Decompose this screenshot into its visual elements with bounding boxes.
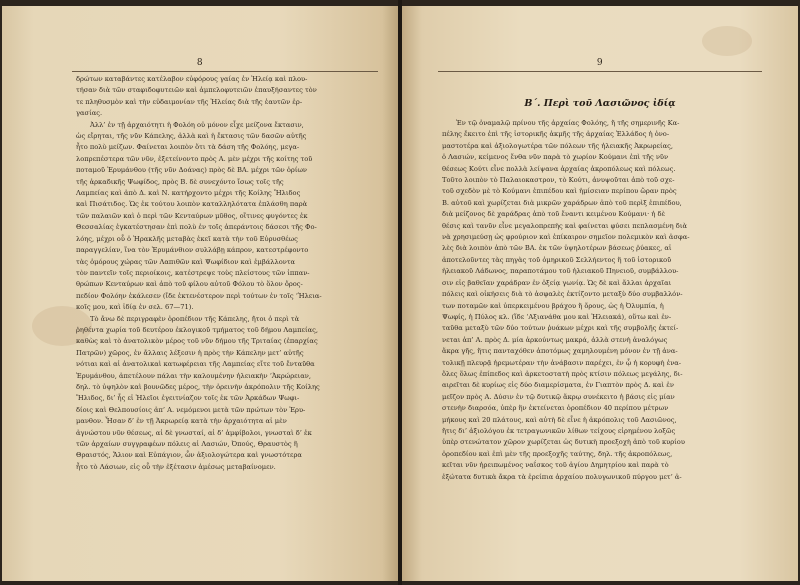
text-line: αιρεῖται δὲ κυρίως εἰς δύο διαμερίσματα, ἐν Γιαπτὸν πρὸς Δ. καὶ ἐν [442,381,674,390]
text-line: Θεσσαλίας ἐγκατέστησαν ἐπὶ πολὺ ἐν τοῖς ἀπεράντοις δάσεσι τῆς Φο- [76,223,317,232]
text-line: στενὴν διαρσόα, ὑπὲρ ἣν ἐκτείνεται ὀροπέδιον 40 περίπου μέτρων [442,404,669,413]
text-line: ὑπὲρ στενώτατον χῶρον χωρίζεται ὡς δυτικὴ προεξοχὴ ἀπὸ τοῦ κυρίου [442,438,685,447]
text-line: σιν εἰς βαθεῖαν χαράδραν ἐν ὀξείᾳ γωνίᾳ. Ὡς δὲ καὶ ἄλλαι ἀρχαῖαι [442,278,672,287]
text-line: Ἐν τῷ ὀναμαλῷ πρίνου τῆς ἀρχαίας Φολόης, ἤ τῆς σημερινῆς Κα- [456,119,680,127]
text-line: ὡς εἴρηται, τῆς νῦν Κάπελης, ἀλλὰ καὶ ἡ ἔκτασις τῶν δασῶν αὐτῆς [76,132,307,141]
page-body [76,74,376,473]
text-line: τῶν ἀρχαίων συγγραφέων πόλεις αἱ Λασιών, Ὀπούς, Θραυστὸς ἢ [76,440,298,448]
text-line: δίοις καὶ Θελπουσίοις ἀπ’ Α. νεμόμενοι μετὰ τῶν πρώτων τὸν Ἐρυ- [76,405,306,414]
text-line: λὲς διὰ λοιπὸν ἀπὸ τῶν ΒΑ. ἐκ τῶν ὑψηλοτέρων βάσεως ῥύακες, αἱ [442,244,672,253]
text-line: θρώπων Κενταύρων καὶ ἀπὸ τοῦ φίλου αὐτοῦ Φόλου τὸ ὅλον ὄρος- [76,280,303,289]
text-line: λοπρεπέστερα τῶν νῦν, ἐξετείνοντο πρὸς Α. μὲν μέχρι τῆς κοίτης τοῦ [76,154,313,163]
text-line: ποταμοῦ Ἐρυμάνθου (τῆς νῦν Δοάνας) πρὸς δὲ ΒΑ. μέχρι τῶν ὁρίων [76,166,307,175]
text-line: Τοῦτο λοιπὸν τὸ Παλαιοκαστρον, τὸ Κούτι, ἀνυψοῦται ἀπὸ τοῦ σχε- [442,176,675,185]
text-line: μανθον. Ἦσαν δ’ ἐν τῇ Ἀκρωρείᾳ κατὰ τὴν ἀρχαιότητα αἱ μὲν [76,417,287,426]
page-body [442,118,760,483]
paper-stain [702,26,752,56]
text-line: τολικῇ πλευρᾷ ἠρεμωτέραν τὴν ἀνάβασιν παρέχει, ἐν ᾧ ἡ κορυφὴ ἐνα- [442,358,682,367]
text-line: μεῖζον πρὸς Α. Δύσιν ἐν τῷ δυτικῷ ἄκρῳ συνέκειτο ἡ βάσις εἰς μίαν [442,392,675,401]
text-line: κοῖς μου, καὶ ἰδίᾳ ἐν σελ. 67—71). [76,303,194,312]
left-page [2,6,398,581]
text-line: ἀγνώστου νῦν θέσεως, αἱ δὲ γνωσταί, αἱ δ’ ἀμφίβολοι, γνωσταὶ δ’ ἐκ [76,428,312,437]
text-line: παραγγελίαν, ἵνα τὸν Ἐρυμάνθιον συλλάβῃ κάπρον, κατεστρέφοντο [76,246,309,255]
text-line: καὶ Πισάτιδος. Ὡς ἐκ τούτου λοιπὸν καταλληλότατα ἐπλάσθη παρὰ [76,200,308,209]
header-rule [438,71,762,72]
text-line: ὀροπεδίου καὶ ἐπὶ μὲν τῆς προεξοχῆς ταύτης, δηλ. τῆς ἀκροπόλεως, [442,449,673,458]
text-line: νότιαι καὶ αἱ ἀνατολικαὶ κατωφέρειαι τῆς Λαμπείας εἴτε τοῦ ἔνταῦθα [76,360,315,369]
text-line: νὰ χρησιμεύσῃ ὡς φρούριον καὶ ἐπίκαιρον σημεῖον πολεμικὸν καὶ ἀσφα- [442,233,690,242]
text-line: ὅλες ὅλως ἐπίπεδος καὶ ἀρκετοστατὴ πρὸς κτίσιν πόλεως μεγάλης, δι- [442,369,683,378]
text-line: δρώτων καταβάντες κατέλαβον εὐφόρους γαίας ἐν Ἠλείᾳ καὶ πλου- [76,75,308,83]
text-line: Ἀλλ’ ἐν τῇ ἀρχαιότητι ἡ Φολόη οὐ μόνον εἶχε μείζονα ἔκτασιν, [90,120,304,129]
text-line: Πατρῶν) χῶρος, ἐν ἄλλαις λέξεσιν ἡ πρὸς τὴν Κάπελην μετ’ αὐτῆς [76,348,304,357]
text-line: νεται ἀπ’ Α. πρὸς Δ. μία ἀρκούντως μακρά, ἀλλὰ στενὴ ἀναλόγως [442,335,668,344]
text-line: θέσεως Κούτι εἶνε πολλὰ λείψανα ἀρχαίας ἀκροπόλεως καὶ πόλεως. [442,164,676,173]
text-line: πεδίον Φολόην ἐκάλεσεν (ἴδε ἐκτενέστερον περὶ τούτων ἐν τοῖς ‘Ἠλεια- [76,291,322,300]
text-line: μαστοτέρα καὶ ἀξιολογωτέρα τῶν πόλεων τῆς ἠλειακῆς Ἀκρωρείας, [442,141,674,150]
text-line: ἥτις δι’ ἀξιολόγου ἐκ τετραγωνικῶν λίθων τείχους εἰρημένου λοξῶς [442,426,676,435]
text-line: δηλ. τὸ ὑψηλὸν καὶ βουνῶδες μέρος, τὴν ὀρεινὴν ἀκρόπολιν τῆς Κοίλης [76,382,320,391]
text-line: μήκους καὶ 20 πλάτους, καὶ αὐτὴ δὲ εἶνε ἡ ἀκρόπολις τοῦ Λασιῶνος, [442,415,677,424]
text-line: τὰς ὁμόρους χώρας τῶν Λαπιθῶν καὶ Ψωφίδιον καὶ ἐμβάλλοντα [76,257,296,266]
text-line: Λαμπείας καὶ ἀπὸ Δ. καὶ Ν. κατήρχοντο μέχρι τῆς Κοίλης Ἤλιδος [76,189,301,198]
text-line: ἠλειακοῦ Λάδωνος, παραποτάμου τοῦ ἠλειακοῦ Πηνειοῦ, συμβάλλου- [442,267,679,276]
text-line: πόλεις καὶ οἰκήσεις διὰ τὸ ἀσφαλὲς ἐκτίζοντο μεταξὺ δύο συμβαλλόν- [442,290,683,299]
text-line: ὁ Λασιών, κείμενος ἔνθα νῦν παρὰ τὸ χωρίον Κούμανι ἐπὶ τῆς νῦν [442,153,669,162]
text-line: ἦτο πολὺ μείζων. Φαίνεται λοιπὸν ὅτι τὰ δάση τῆς Φολόης, μεγα- [76,143,300,152]
text-line: ἦτο τὸ Λάσιων, εἰς οὗ τὴν ἐξέτασιν ἀμέσως μεταβαίνομεν. [76,462,276,471]
text-line: λόης, μέχρι οὗ ὁ Ἡρακλῆς μεταβὰς ἐκεῖ κατὰ τὴν τοῦ Εὐρυσθέως [76,234,298,243]
text-line: τῆς ἀρκαδικῆς Ψωφίδος, πρὸς Β. δὲ συνεχόντο ἴσως τοῖς τῆς [76,177,284,186]
page-number: 8 [196,58,204,68]
text-line: ἄκρα γῆς, ἥτις πανταχόθεν ἀποτόμως χαμηλουμένη μόνον ἐν τῇ ἀνα- [442,347,678,356]
text-line: ἀποτελοῦντες τὰς πηγὰς τοῦ ὁμηρικοῦ Σελλήεντος ἢ τοῦ ἱστορικοῦ [442,255,672,264]
text-line: Ψωφίς, ἡ Πύλος κλ. (ἴδε ‘Αξιανάθα μου καὶ Ἠλειακά), οὕτω καὶ ἐν- [442,312,672,321]
section-heading: Β΄. Περὶ τοῦ Λασιῶνος ἰδίᾳ [524,98,676,109]
header-rule [72,71,378,72]
text-line: τε πληθυσμὸν καὶ τὴν εὐδαιμονίαν τῆς Ἠλείας διὰ τῆς ἑαυτῶν ἐρ- [76,97,303,106]
text-line: γασίας. [76,109,103,118]
text-line: ἐξώτατα δυτικὰ ἄκρα τὰ ἐρείπια ἀρχαίου πολυγωνικοῦ πύργου μετ’ ἀ- [442,472,682,481]
text-line: πέλης ἔκειτο ἐπὶ τῆς ἱστορικῆς ἀκμῆς τῆς ἀρχαίας Ἑλλάδος ἡ ὀνο- [442,130,670,139]
text-line: ταῦθα μεταξὺ τῶν δύο τούτων ῥυάκων μέχρι καὶ τῆς συμβολῆς ἐκτεί- [442,324,679,333]
text-line: Τὸ ἄνω δὲ περιγραφὲν ὀροπέδιον τῆς Κάπελης, ἤτοι ὁ περὶ τὰ [90,314,300,323]
text-line: διὰ μείζονος δὲ χαράδρας ἀπὸ τοῦ ἔναντι κειμένου Κούμανι· ἡ δὲ [442,210,666,219]
text-line: ῥηθέντα χωρία τοῦ δευτέρου ἐκλογικοῦ τμήματος τοῦ δήμου Λαμπείας, [76,325,318,334]
text-line: τήσαν διὰ τῶν σταφιδοφυτειῶν καὶ ἀμπελοφυτειῶν ἐπαυξήσαντες τὸν [76,86,317,95]
right-page [402,6,798,581]
text-line: Β. αὐτοῦ καὶ χωρίζεται διὰ μικρῶν χαράδρων ἀπὸ τοῦ περὶξ ἐπιπέδου, [442,198,682,207]
text-line: θέσις καὶ τανῦν εἶνε μεγαλοπρεπὴς καὶ φαίνεται φύσει πεπλασμένη διὰ [442,221,687,230]
text-line: τῶν παλαιῶν καὶ ὁ περὶ τῶν Κενταύρων μῦθος, οἵτινες φυγόντες ἐκ [76,211,308,220]
text-line: Ἐρυμάνθου, ἀπετέλουν πάλαι τὴν καλουμένην ἠλειακὴν ‘Ἀκρώρειαν, [76,371,311,380]
text-line: Θραιστός, Ἄλιον καὶ Εὐπάγιον, ὧν ἀξιολογώτερα καὶ γνωστότερα [76,451,302,460]
text-line: των ποταμῶν καὶ ὑπερκειμένου βράχου ἢ ὄρους, ὡς ἡ Ὀλυμπία, ἡ [442,301,664,310]
text-line: τὸν παντεῖν τοῖς περιοίκοις, κατέστρεψε τοὺς πλείστους τῶν ἱππαν- [76,268,310,277]
text-line: Ἤλιδος, δι’ ἧς εἰ Ἠλεῖοι ἐγειτνίαζον τοῖς ἐκ τῶν Ἀρκάδων Ψωφι- [76,394,300,403]
text-line: τοῦ σχεδὸν μὲ τὸ Κούμανι ἐπιπέδου καὶ ἡμίσειαν περίπου ὥραν πρὸς [442,187,677,196]
text-line: καθὼς καὶ τὸ ἀνατολικὸν μέρος τοῦ νῦν δήμου τῆς Τριταίας (ἐπαρχίας [76,337,318,346]
text-line: κεῖται νῦν ἡρειπωμένος ναΐσκος τοῦ ἁγίου Δημητρίου καὶ παρὰ τὸ [442,461,669,470]
page-number: 9 [596,58,604,68]
